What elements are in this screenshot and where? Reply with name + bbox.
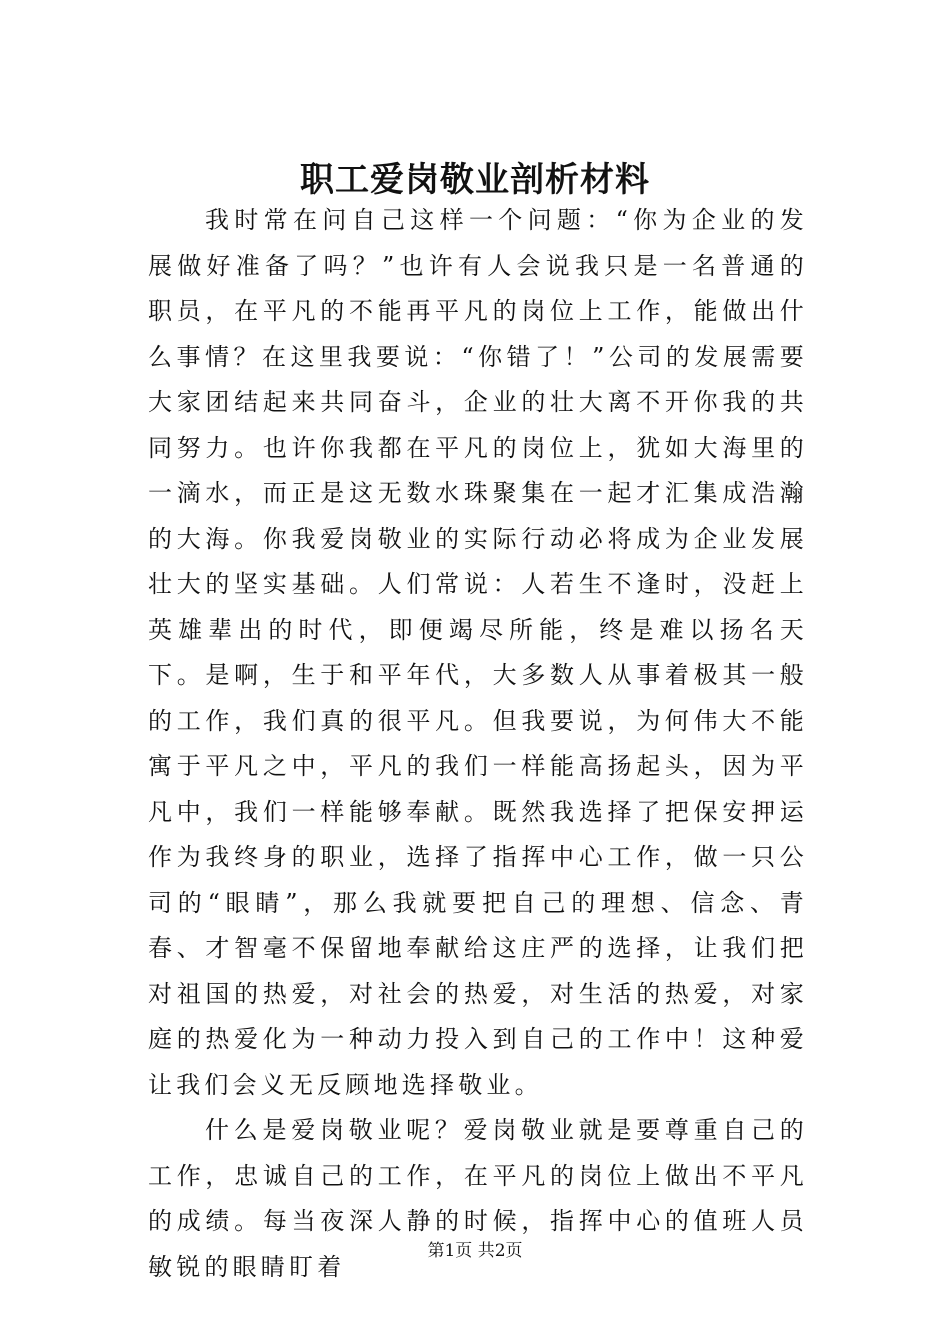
document-body	[148, 198, 808, 1290]
document-title: 职工爱岗敬业剖析材料	[300, 159, 650, 200]
page-number-footer: 第1页 共2页	[427, 1241, 523, 1261]
paragraph-1: 我时常在问自己这样一个问题：“你为企业的发展做好准备了吗？”也许有人会说我只是一名普通的职员，在平凡的不能再平凡的岗位上工作，能做出什么事情？在这里我要说：“你错了！”公司的发展需要大家团结起来共同奋斗，企业的壮大离不开你我的共同努力。也许你我都在平凡的岗位上，犹如大海里的一滴水，而正是这无数水珠聚集在一起才汇集成浩瀚的大海。你我爱岗敬业的实际行动必将成为企业发展壮大的坚实基础。人们常说：人若生不逢时，没赶上英雄辈出的时代，即便竭尽所能，终是难以扬名天下。是啊，生于和平年代，大多数人从事着极其一般的工作，我们真的很平凡。但我要说，为何伟大不能寓于平凡之中，平凡的我们一样能高扬起头，因为平凡中，我们一样能够奉献。既然我选择了把保安押运作为我终身的职业，选择了指挥中心工作，做一只公司的“眼睛”，那么我就要把自己的理想、信念、青春、才智毫不保留地奉献给这庄严的选择，让我们把对祖国的热爱，对社会的热爱，对生活的热爱，对家庭的热爱化为一种动力投入到自己的工作中！这种爱让我们会义无反顾地选择敬业。	[148, 206, 808, 1099]
paragraph-2: 什么是爱岗敬业呢？爱岗敬业就是要尊重自己的工作，忠诚自己的工作，在平凡的岗位上做出不平凡的成绩。每当夜深人静的时候，指挥中心的值班人员敏锐的眼睛盯着	[148, 1116, 808, 1281]
